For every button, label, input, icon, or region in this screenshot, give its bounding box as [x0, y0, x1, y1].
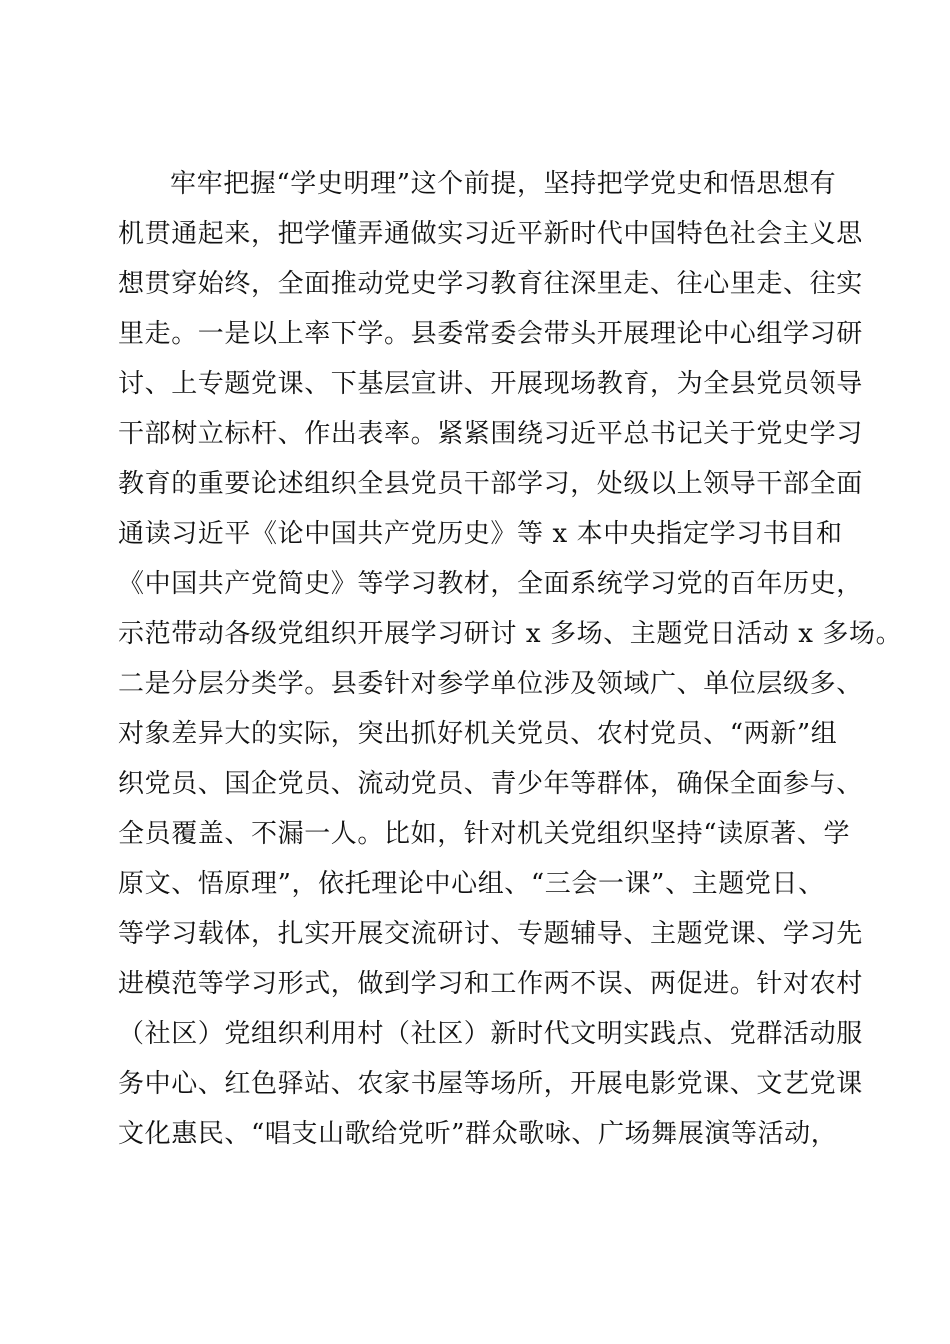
text-line: 机贯通起来，把学懂弄通做实习近平新时代中国特色社会主义思	[118, 219, 863, 249]
text-line: 示范带动各级党组织开展学习研讨 x 多场、主题党日活动 x 多场。	[118, 619, 903, 649]
text-line: （社区）党组织利用村（社区）新时代文明实践点、党群活动服	[118, 1019, 863, 1049]
text-line: 全员覆盖、不漏一人。比如，针对机关党组织坚持“读原著、学	[118, 819, 851, 849]
text-line: 对象差异大的实际，突出抓好机关党员、农村党员、“两新”组	[118, 719, 838, 749]
text-line: 二是分层分类学。县委针对参学单位涉及领域广、单位层级多、	[118, 669, 863, 699]
text-line: 等学习载体，扎实开展交流研讨、专题辅导、主题党课、学习先	[118, 919, 863, 949]
text-line: 通读习近平《论中国共产党历史》等 x 本中央指定学习书目和	[118, 519, 843, 549]
text-line: 里走。一是以上率下学。县委常委会带头开展理论中心组学习研	[118, 319, 863, 349]
text-line: 进模范等学习形式，做到学习和工作两不误、两促进。针对农村	[118, 969, 863, 999]
text-line: 《中国共产党简史》等学习教材，全面系统学习党的百年历史，	[118, 569, 863, 599]
text-line: 牢牢把握“学史明理”这个前提，坚持把学党史和悟思想有	[170, 169, 837, 199]
text-line: 干部树立标杆、作出表率。紧紧围绕习近平总书记关于党史学习	[118, 419, 863, 449]
text-line: 织党员、国企党员、流动党员、青少年等群体，确保全面参与、	[118, 769, 863, 799]
text-line: 想贯穿始终，全面推动党史学习教育往深里走、往心里走、往实	[118, 269, 863, 299]
text-line: 务中心、红色驿站、农家书屋等场所，开展电影党课、文艺党课	[118, 1069, 863, 1099]
text-line: 原文、悟原理”，依托理论中心组、“三会一课”、主题党日、	[118, 869, 825, 899]
text-line: 文化惠民、“唱支山歌给党听”群众歌咏、广场舞展演等活动，	[118, 1119, 838, 1149]
text-line: 教育的重要论述组织全县党员干部学习，处级以上领导干部全面	[118, 469, 863, 499]
text-line: 讨、上专题党课、下基层宣讲、开展现场教育，为全县党员领导	[118, 369, 863, 399]
